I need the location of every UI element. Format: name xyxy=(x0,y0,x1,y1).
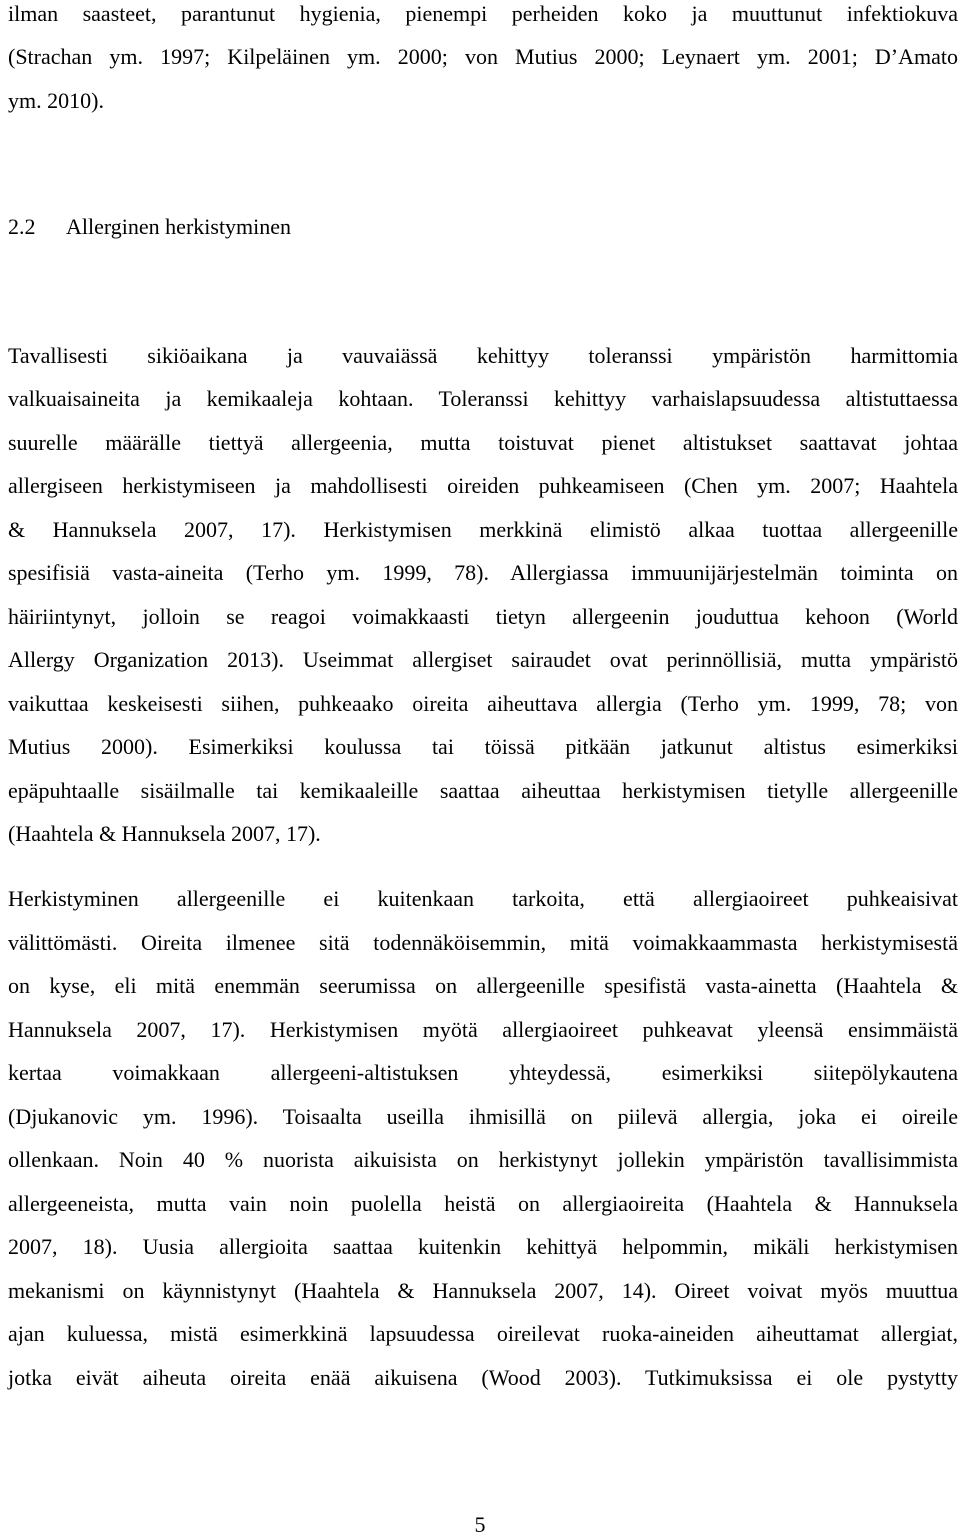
text-line: ajan kuluessa, mistä esimerkkinä lapsuudessa oireilevat ruoka-aineiden aiheuttamat allergiat, xyxy=(8,1321,958,1346)
section-heading xyxy=(8,213,291,241)
text-line: kertaa voimakkaan allergeeni-altistuksen yhteydessä, esimerkiksi siitepölykautena xyxy=(8,1060,958,1085)
text-line: ollenkaan. Noin 40 % nuorista aikuisista on herkistynyt jollekin ympäristön tavallisimmista xyxy=(8,1147,958,1172)
text-line: Herkistyminen allergeenille ei kuitenkaan tarkoita, että allergiaoireet puhkeaisivat xyxy=(8,886,958,911)
text-line: 2007, 18). Uusia allergioita saattaa kuitenkin kehittyä helpommin, mikäli herkistymisen xyxy=(8,1234,958,1259)
text-line: (Strachan ym. 1997; Kilpeläinen ym. 2000; von Mutius 2000; Leynaert ym. 2001; D’Amato xyxy=(8,44,958,69)
text-line: suurelle määrälle tiettyä allergeenia, mutta toistuvat pienet altistukset saattavat johtaa xyxy=(8,430,958,455)
text-line: Hannuksela 2007, 17). Herkistymisen myötä allergiaoireet puhkeavat yleensä ensimmäistä xyxy=(8,1017,958,1042)
text-line: häiriintynyt, jolloin se reagoi voimakkaasti tietyn allergeenin jouduttua kehoon (World xyxy=(8,604,958,629)
page-number: 5 xyxy=(474,1512,486,1537)
text-line: (Djukanovic ym. 1996). Toisaalta useilla ihmisillä on piilevä allergia, joka ei oireile xyxy=(8,1104,958,1129)
text-line: Allergy Organization 2013). Useimmat allergiset sairaudet ovat perinnöllisiä, mutta ympäristö xyxy=(8,647,958,672)
text-line: ym. 2010). xyxy=(8,88,104,113)
text-line: (Haahtela & Hannuksela 2007, 17). xyxy=(8,821,321,846)
section-title: Allerginen herkistyminen xyxy=(66,214,292,239)
text-line: & Hannuksela 2007, 17). Herkistymisen merkkinä elimistö alkaa tuottaa allergeenille xyxy=(8,517,958,542)
text-line: ilman saasteet, parantunut hygienia, pienempi perheiden koko ja muuttunut infektiokuva xyxy=(8,1,958,26)
text-line: vaikuttaa keskeisesti siihen, puhkeaako oireita aiheuttava allergia (Terho ym. 1999, 78; von xyxy=(8,691,958,716)
text-line: mekanismi on käynnistynyt (Haahtela & Hannuksela 2007, 14). Oireet voivat myös muuttua xyxy=(8,1278,958,1303)
text-line: jotka eivät aiheuta oireita enää aikuisena (Wood 2003). Tutkimuksissa ei ole pystytty xyxy=(8,1365,958,1390)
text-line: Mutius 2000). Esimerkiksi koulussa tai töissä pitkään jatkunut altistus esimerkiksi xyxy=(8,734,958,759)
text-line: Tavallisesti sikiöaikana ja vauvaiässä kehittyy toleranssi ympäristön harmittomia xyxy=(8,343,958,368)
text-line: allergiseen herkistymiseen ja mahdollisesti oireiden puhkeamiseen (Chen ym. 2007; Haahtela xyxy=(8,473,958,498)
text-line: allergeeneista, mutta vain noin puolella heistä on allergiaoireita (Haahtela & Hannuksela xyxy=(8,1191,958,1216)
text-line: spesifisiä vasta-aineita (Terho ym. 1999, 78). Allergiassa immuunijärjestelmän toiminta on xyxy=(8,560,958,585)
section-number: 2.2 xyxy=(8,214,36,239)
text-line: on kyse, eli mitä enemmän seerumissa on allergeenille spesifistä vasta-ainetta (Haahtela & xyxy=(8,973,958,998)
text-line: epäpuhtaalle sisäilmalle tai kemikaaleille saattaa aiheuttaa herkistymisen tietylle allergeenille xyxy=(8,778,958,803)
text-line: välittömästi. Oireita ilmenee sitä todennäköisemmin, mitä voimakkaammasta herkistymisestä xyxy=(8,930,958,955)
text-line: valkuaisaineita ja kemikaaleja kohtaan. Toleranssi kehittyy varhaislapsuudessa altistuttaessa xyxy=(8,386,958,411)
